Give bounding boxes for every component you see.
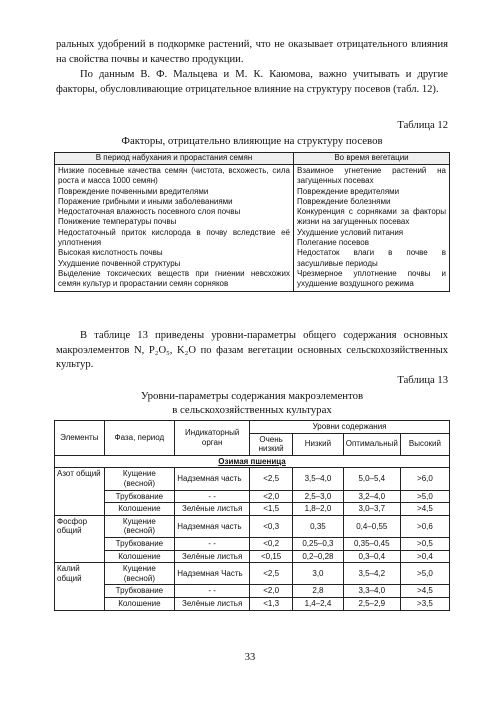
table12-header-right: Во время вегетации (294, 153, 450, 165)
header-organ: Индикаторный орган (175, 421, 250, 456)
cell-phase: Колошение (104, 503, 175, 516)
table-row (55, 503, 450, 516)
header-low: Низкий (293, 433, 344, 455)
table13-label: Таблица 13 (397, 375, 448, 386)
table13-title (56, 390, 448, 417)
cell-phase: Кущение (весной) (104, 515, 175, 537)
cell-phase: Трубкование (104, 585, 175, 598)
cell-very-low: <2,0 (250, 490, 293, 503)
cell-high: >4,5 (400, 503, 449, 516)
cell-low: 0,25–0,3 (293, 537, 344, 550)
cell-very-low: <2,5 (250, 468, 293, 490)
header-very-low: Очень низкий (250, 433, 293, 455)
cell-high: >4,5 (400, 585, 449, 598)
table13-title-line2: в сельскохозяйственных культурах (172, 403, 332, 416)
table-row (55, 585, 450, 598)
cell-very-low: <0,15 (250, 550, 293, 563)
cell-optimal: 2,5–2,9 (343, 597, 400, 610)
cell-high: >0,5 (400, 537, 449, 550)
cell-organ: Надземная Часть (175, 563, 250, 585)
cell-phase: Кущение (весной) (104, 468, 175, 490)
right-factor: Недостаток влаги в почве в засушливые периоды (297, 248, 446, 268)
table-row (55, 563, 450, 585)
left-factor: Понижение температуры почвы (58, 217, 177, 227)
element-nitrogen: Азот общий (55, 468, 105, 515)
cell-high: >3,5 (400, 597, 449, 610)
right-factor: Ухудшение условий питания (297, 227, 404, 237)
cell-phase: Кущение (весной) (104, 563, 175, 585)
cell-optimal: 3,2–4,0 (343, 490, 400, 503)
cell-organ: Зелёные листья (175, 503, 250, 516)
cell-low: 3,5–4,0 (293, 468, 344, 490)
left-factor: Ухудшение почвенной структуры (58, 258, 181, 268)
table-row (55, 468, 450, 490)
table-row (55, 537, 450, 550)
cell-low: 3,0 (293, 563, 344, 585)
cell-low: 1,8–2,0 (293, 503, 344, 516)
header-levels: Уровни содержания (250, 421, 450, 434)
table-row (55, 490, 450, 503)
cell-low: 0,2–0,28 (293, 550, 344, 563)
cell-organ: - - (175, 490, 250, 503)
cell-low: 2,5–3,0 (293, 490, 344, 503)
cell-very-low: <1,5 (250, 503, 293, 516)
cell-very-low: <0,3 (250, 515, 293, 537)
table-row (55, 597, 450, 610)
cell-low: 2,8 (293, 585, 344, 598)
cell-high: >5,0 (400, 490, 449, 503)
cell-organ: Зелёные листья (175, 597, 250, 610)
cell-very-low: <2,5 (250, 563, 293, 585)
cell-organ: - - (175, 585, 250, 598)
intro-paragraph: По данным В. Ф. Мальцева и М. К. Каюмова, важно учитывать и другие факторы, обусловливающие отрицательное влияние на структуру посевов (табл. 12). (56, 69, 448, 95)
left-factor: Недостаточная влажность посевного слоя почвы (58, 207, 241, 217)
left-factor: Поражение грибными и иными заболеваниями (58, 196, 233, 206)
right-factor: Чрезмерное уплотнение почвы и ухудшение воздушного режима (297, 268, 446, 289)
cell-organ: Зелёные листья (175, 550, 250, 563)
table12 (54, 152, 450, 292)
cell-optimal: 0,3–0,4 (343, 550, 400, 563)
cell-phase: Трубкование (104, 537, 175, 550)
cell-optimal: 3,0–3,7 (343, 503, 400, 516)
element-phosphorus: Фосфор общий (55, 515, 105, 562)
table-row (55, 550, 450, 563)
table12-header-left: В период набухания и прорастания семян (55, 153, 294, 165)
right-factor: Повреждение вредителями (297, 186, 400, 196)
element-potassium: Калий общий (55, 563, 105, 610)
left-factor: Высокая кислотность почвы (58, 248, 163, 258)
table12-label: Таблица 12 (397, 120, 448, 131)
table12-title: Факторы, отрицательно влияющие на структуру посевов (121, 135, 383, 147)
header-elements: Элементы (55, 421, 105, 456)
table12-left-column (55, 165, 294, 292)
table13 (54, 420, 450, 611)
header-phase: Фаза, период (104, 421, 175, 456)
left-factor: Низкие посевные качества семян (чистота, всхожесть, сила роста и масса 1000 семян) (58, 166, 290, 186)
cell-high: >0,6 (400, 515, 449, 537)
right-factor: Конкуренция с сорняками за факторы жизни на загущенных посевах (297, 207, 446, 227)
cell-optimal: 0,4–0,55 (343, 515, 400, 537)
cell-optimal: 3,3–4,0 (343, 585, 400, 598)
cell-very-low: <1,3 (250, 597, 293, 610)
cell-high: >6,0 (400, 468, 449, 490)
cell-very-low: <0,2 (250, 537, 293, 550)
cell-very-low: <2,0 (250, 585, 293, 598)
cell-low: 0,35 (293, 515, 344, 537)
cell-optimal: 3,5–4,2 (343, 563, 400, 585)
cell-optimal: 5,0–5,4 (343, 468, 400, 490)
right-factor: Повреждение болезнями (297, 196, 391, 206)
cell-optimal: 0,35–0,45 (343, 537, 400, 550)
page-number: 33 (244, 652, 256, 663)
table13-intro-paragraph: В таблице 13 приведены уровни-параметры общего содержания основных макроэлементов N, P₂O₅, K₂O по фазам вегетации основных сельскохозяйственных культур. (56, 330, 448, 371)
cell-phase: Трубкование (104, 490, 175, 503)
cell-phase: Колошение (104, 550, 175, 563)
right-factor: Полегание посевов (297, 238, 369, 248)
right-factor: Взаимное угнетение растений на загущенных посевах (297, 166, 446, 186)
cell-organ: Надземная часть (175, 468, 250, 490)
cell-phase: Колошение (104, 597, 175, 610)
header-high: Высокий (400, 433, 449, 455)
left-factor: Выделение токсических веществ при гниении невсхожих семян культур и прорастании семян сорняков (58, 268, 290, 289)
section-winter-wheat: Озимая пшеница (55, 455, 450, 468)
cell-low: 1,4–2,4 (293, 597, 344, 610)
cell-organ: - - (175, 537, 250, 550)
left-factor: Недостаточный приток кислорода в почву вследствие её уплотнения (58, 227, 290, 248)
table12-right-column (294, 165, 450, 292)
table-row (55, 515, 450, 537)
cell-high: >0,4 (400, 550, 449, 563)
table13-title-line1: Уровни-параметры содержания макроэлементов (140, 390, 364, 402)
left-factor: Повреждение почвенными вредителями (58, 186, 209, 196)
cell-organ: Надземная часть (175, 515, 250, 537)
cell-high: >5,0 (400, 563, 449, 585)
header-optimal: Оптимальный (343, 433, 400, 455)
intro-paragraph-continuation: ральных удобрений в подкормке растений, что не оказывает отрицательного влияния на свойства почвы и качество продукции. (56, 39, 448, 65)
